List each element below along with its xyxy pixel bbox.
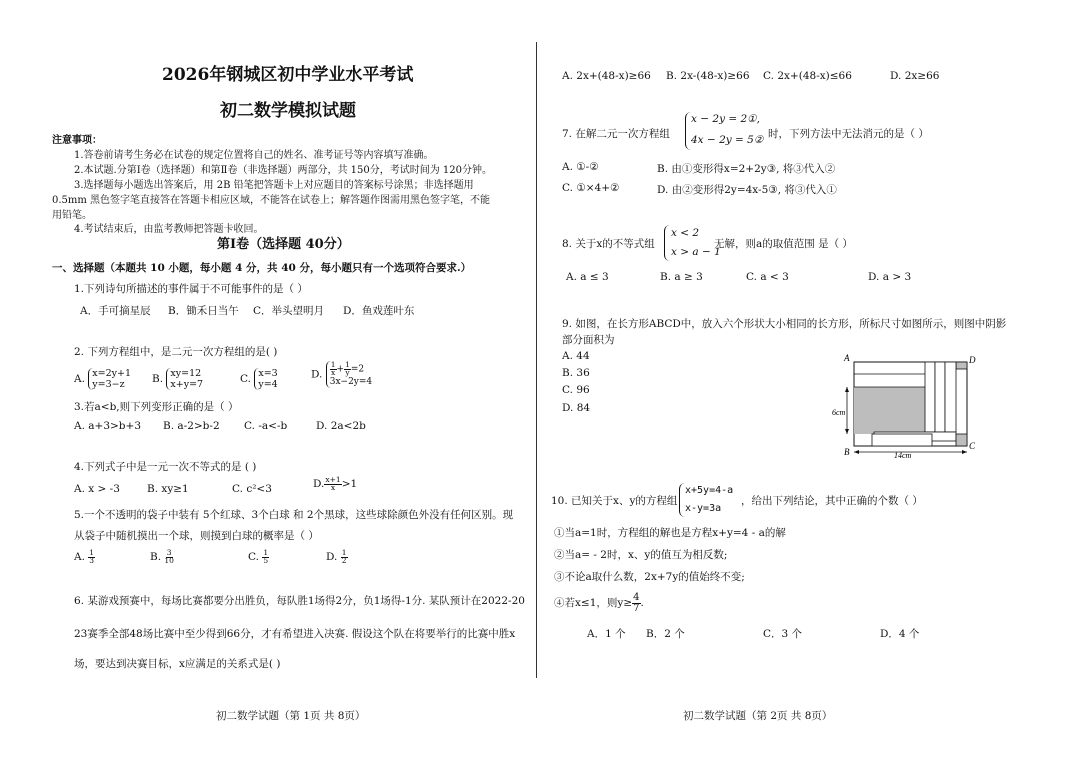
q10-suffix: ，给出下列结论，其中正确的个数（ ） (741, 495, 923, 507)
q9-option-b: B. 36 (562, 367, 590, 379)
q6-option-a: A. 2x+(48-x)≥66 (562, 70, 651, 82)
notice-line: 3.选择题每小题选出答案后，用 2B 铅笔把答题卡上对应题目的答案标号涂黑；非选择题用 (74, 180, 474, 191)
q7-suffix: 时，下列方法中无法消元的是（ ） (768, 128, 929, 140)
notice-line: 2.本试题.分第Ⅰ卷（选择题）和第Ⅱ卷（非选择题）两部分，共 150分，考试时间为 120分钟。 (74, 165, 492, 176)
vertical-rect (935, 362, 945, 432)
q9-figure (832, 352, 982, 462)
q8-option-d: D. a > 3 (868, 271, 912, 283)
q2-option-c: C. x=3 y=4 (240, 368, 278, 390)
q10-option-c: C．3 个 (763, 628, 803, 640)
q7-prefix: 7. 在解二元一次方程组 (562, 128, 670, 140)
q1-stem: 1.下列诗句所描述的事件属于不可能事件的是（ ） (74, 283, 308, 295)
q3-option-a: A. a+3>b+3 (74, 420, 141, 432)
label-d: D (969, 355, 976, 365)
q3-option-d: D. 2a<2b (316, 420, 366, 432)
q10-prefix: 10. 已知关于x、y的方程组 (551, 495, 678, 507)
q6-line: 6. 某游戏预赛中，每场比赛都要分出胜负，每队胜1场得2分，负1场得-1分. 某队预计在2022-20 (74, 595, 525, 607)
q2-stem: 2. 下列方程组中，是二元一次方程组的是( ) (74, 346, 278, 358)
q2-option-b: B. xy=12 x+y=7 (152, 368, 204, 390)
q5-option-c: C. $\frac{1}{5}$ (248, 548, 269, 565)
q8-option-c: C. a < 3 (746, 271, 789, 283)
notice-line: 0.5mm 黑色签字笔直接答在答题卡相应区域，不能答在试卷上；解答题作图需用黑色签字笔，不能 (52, 195, 491, 206)
notice-line: 用铅笔。 (52, 210, 92, 221)
q8-brace (664, 225, 671, 261)
q2-option-a: A. x=2y+1 y=3−z (74, 368, 131, 390)
q1-option-d: D．鱼戏莲叶东 (343, 305, 415, 317)
notice-line: 1.答卷前请考生务必在试卷的规定位置将自己的姓名、准考证号等内容填写准确。 (74, 150, 434, 161)
shaded-corner (956, 434, 967, 446)
q10-option-b: B．2 个 (646, 628, 685, 640)
q7-eq2: 4x − 2y = 5② (691, 134, 764, 146)
q1-option-c: C．举头望明月 (253, 305, 325, 317)
q4-option-b: B. xy≥1 (147, 483, 189, 495)
q5-line: 5.一个不透明的袋子中装有 5个红球、3个白球 和 2个黑球，这些球除颜色外没有任何区别。现 (74, 509, 514, 521)
label-c: C (969, 441, 976, 451)
q10-statement: ①当a=1时，方程组的解也是方程x+y=4 - a的解 (554, 527, 786, 539)
q3-option-b: B. a-2>b-2 (163, 420, 220, 432)
q1-option-b: B．锄禾日当午 (168, 305, 239, 317)
q10-statement-4: ④若x≤1，则$y\ge\frac{4}{7}$. (554, 592, 644, 614)
shaded-corner (956, 362, 967, 369)
bottom-rect (872, 434, 932, 446)
q10-eq1: x+5y=4-a (685, 485, 734, 496)
vertical-rect (925, 362, 935, 432)
q6-line: 场，要达到决赛目标，x应满足的关系式是( ) (74, 658, 281, 670)
q6-option-d: D. 2x≥66 (890, 70, 940, 82)
shaded-region (854, 387, 925, 434)
q10-statement: ②当a= - 2时，x、y的值互为相反数; (554, 549, 728, 561)
exam-subtitle: 初二数学模拟试题 (220, 101, 356, 121)
q5-option-b: B. $\frac{3}{10}$ (150, 548, 174, 565)
section-heading: 一、选择题（本题共 10 小题，每小题 4 分，共 40 分，每小题只有一个选项符合要求.） (52, 262, 472, 274)
part-title: 第Ⅰ卷（选择题 40分） (217, 237, 350, 252)
label-14cm: 14cm (894, 451, 912, 460)
q6-option-c: C. 2x+(48-x)≤66 (763, 70, 852, 82)
q7-option-d: D. 由②变形得2y=4x-5③, 将③代入① (657, 184, 837, 196)
q8-option-a: A. a ≤ 3 (566, 271, 609, 283)
label-6cm: 6cm (832, 408, 846, 417)
q6-option-b: B. 2x-(48-x)≥66 (666, 70, 750, 82)
q4-stem: 4.下列式子中是一元一次不等式的是 ( ) (74, 461, 257, 473)
q3-stem: 3.若a<b,则下列变形正确的是（ ） (74, 401, 239, 413)
q5-option-d: D. $\frac{1}{2}$ (326, 548, 347, 565)
q5-line: 从袋子中随机摸出一个球，则摸到白球的概率是（ ） (74, 530, 319, 542)
q7-option-b: B. 由①变形得x=2+2y③, 将③代入② (657, 163, 836, 175)
page-divider (536, 42, 537, 678)
q8-suffix: 无解，则a的取值范围 是（ ） (714, 238, 853, 250)
q7-option-c: C. ①×4+② (562, 182, 620, 194)
page-footer-left: 初二数学试题（第 1页 共 8页） (216, 710, 366, 722)
q1-option-a: A．手可摘星辰 (80, 305, 151, 317)
q10-statement: ③不论a取什么数，2x+7y的值始终不变; (554, 571, 745, 583)
q10-eq2: x-y=3a (685, 503, 722, 514)
notice-heading: 注意事项： (52, 135, 102, 146)
q6-line: 23赛季全部48场比赛中至少得到66分，才有希望进入决赛. 假设这个队在将要举行的比赛中胜x (74, 628, 516, 640)
label-a: A (844, 353, 850, 363)
q4-option-d: $D.\frac{x+1}{x}>1$ (313, 475, 358, 492)
q9-option-d: D. 84 (562, 402, 591, 414)
q8-eq1: x < 2 (671, 227, 700, 239)
exam-title: 2026年钢城区初中学业水平考试 (162, 65, 414, 85)
vertical-rect (945, 362, 956, 432)
q10-option-d: D．4 个 (880, 628, 920, 640)
page-footer-right: 初二数学试题（第 2页 共 8页） (683, 710, 833, 722)
q9-option-a: A. 44 (562, 350, 590, 362)
notice-line: 4.考试结束后，由监考教师把答题卡收回。 (74, 224, 264, 235)
q4-option-a: A. x > -3 (74, 483, 120, 495)
q9-option-c: C. 96 (562, 384, 590, 396)
q2-option-d: D. $\frac{1}{x}+\frac{1}{y}=2$ 3x−2y=4 (311, 360, 373, 387)
q3-option-c: C. -a<-b (244, 420, 288, 432)
q9-line: 9. 如图，在长方形ABCD中，放入六个形状大小相同的长方形，所标尺寸如图所示，则图中阴影 (562, 318, 1007, 330)
q5-option-a: A. $\frac{1}{3}$ (74, 548, 95, 565)
label-b: B (844, 447, 850, 457)
q4-option-c: C. c²<3 (232, 483, 272, 495)
q9-line: 部分面积为 (562, 334, 615, 346)
q7-option-a: A. ①-② (562, 161, 599, 173)
q7-eq1: x − 2y = 2①, (691, 113, 760, 125)
q10-option-a: A．1 个 (587, 628, 626, 640)
q8-prefix: 8. 关于x的不等式组 (562, 238, 655, 250)
q8-option-b: B. a ≥ 3 (660, 271, 703, 283)
q8-eq2: x > a − 1 (671, 246, 721, 258)
